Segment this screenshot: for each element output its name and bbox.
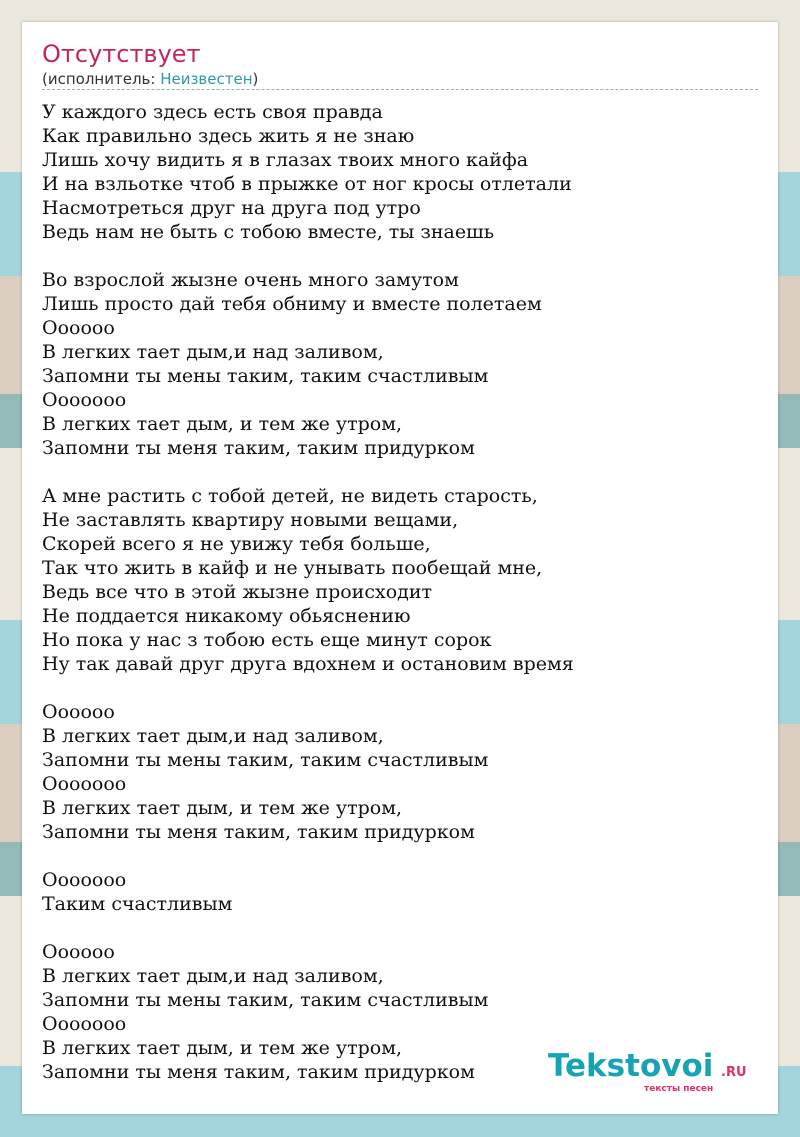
song-title: Отсутствует <box>42 40 201 68</box>
lyric-line: Во взрослой жызне очень много замутом <box>42 269 459 291</box>
lyric-line: Запомни ты мены таким, таким счастливым <box>42 749 489 771</box>
lyric-line: Так что жить в кайф и не унывать пообещай мне, <box>42 557 543 579</box>
lyrics-text <box>42 100 574 1084</box>
title-divider <box>42 89 758 90</box>
logo-tld: .RU <box>721 1065 747 1080</box>
lyric-line: В легких тает дым,и над заливом, <box>42 965 384 987</box>
lyric-line: В легких тает дым, и тем же утром, <box>42 797 403 819</box>
lyric-line: Запомни ты меня таким, таким придурком <box>42 437 475 459</box>
artist-link[interactable]: Неизвестен <box>160 70 253 88</box>
lyric-line: Ведь нам не быть с тобою вместе, ты знаешь <box>42 221 495 243</box>
lyric-line: Запомни ты мены таким, таким счастливым <box>42 365 489 387</box>
lyric-line: Ну так давай друг друга вдохнем и остановим время <box>42 653 574 675</box>
artist-prefix: (исполнитель: <box>42 70 161 88</box>
lyric-line: Оооооо <box>42 317 115 339</box>
lyric-line <box>42 244 574 268</box>
lyric-line: А мне растить с тобой детей, не видеть старость, <box>42 485 538 507</box>
lyric-line <box>42 676 574 700</box>
lyric-line: Ведь все что в этой жызне происходит <box>42 581 433 603</box>
artist-line <box>42 70 258 88</box>
lyric-line: Ооооооо <box>42 1013 127 1035</box>
lyric-line: У каждого здесь есть своя правда <box>42 101 383 123</box>
lyric-line: Ооооооо <box>42 389 127 411</box>
lyric-line <box>42 460 574 484</box>
lyric-line: Запомни ты мены таким, таким счастливым <box>42 989 489 1011</box>
logo-tagline: тексты песен <box>644 1084 714 1094</box>
lyric-line: Запомни ты меня таким, таким придурком <box>42 821 475 843</box>
lyric-line: Ооооооо <box>42 773 127 795</box>
lyric-line: Лишь хочу видить я в глазах твоих много кайфа <box>42 149 529 171</box>
logo-name: Tekstovoi <box>548 1048 714 1084</box>
lyric-line: Не поддается никакому обьяснению <box>42 605 411 627</box>
lyric-line: Оооооо <box>42 701 115 723</box>
lyric-line: Запомни ты меня таким, таким придурком <box>42 1061 475 1083</box>
lyric-line: В легких тает дым,и над заливом, <box>42 341 384 363</box>
lyric-line: В легких тает дым,и над заливом, <box>42 725 384 747</box>
lyric-line: Лишь просто дай тебя обниму и вместе полетаем <box>42 293 542 315</box>
lyric-line <box>42 916 574 940</box>
lyric-line: Насмотреться друг на друга под утро <box>42 197 421 219</box>
lyric-line: Но пока у нас з тобою есть еще минут сорок <box>42 629 492 651</box>
site-logo[interactable] <box>548 1048 758 1094</box>
lyric-line: В легких тает дым, и тем же утром, <box>42 413 403 435</box>
artist-suffix: ) <box>252 70 259 88</box>
lyrics-card <box>22 22 778 1114</box>
lyric-line: Не заставлять квартиру новыми вещами, <box>42 509 459 531</box>
lyric-line: И на взльотке чтоб в прыжке от ног кросы отлетали <box>42 173 572 195</box>
lyric-line: В легких тает дым, и тем же утром, <box>42 1037 403 1059</box>
lyric-line: Скорей всего я не увижу тебя больше, <box>42 533 431 555</box>
lyric-line: Таким счастливым <box>42 893 233 915</box>
lyric-line: Как правильно здесь жить я не знаю <box>42 125 415 147</box>
lyric-line <box>42 844 574 868</box>
lyric-line: Ооооооо <box>42 869 127 891</box>
lyric-line: Оооооо <box>42 941 115 963</box>
